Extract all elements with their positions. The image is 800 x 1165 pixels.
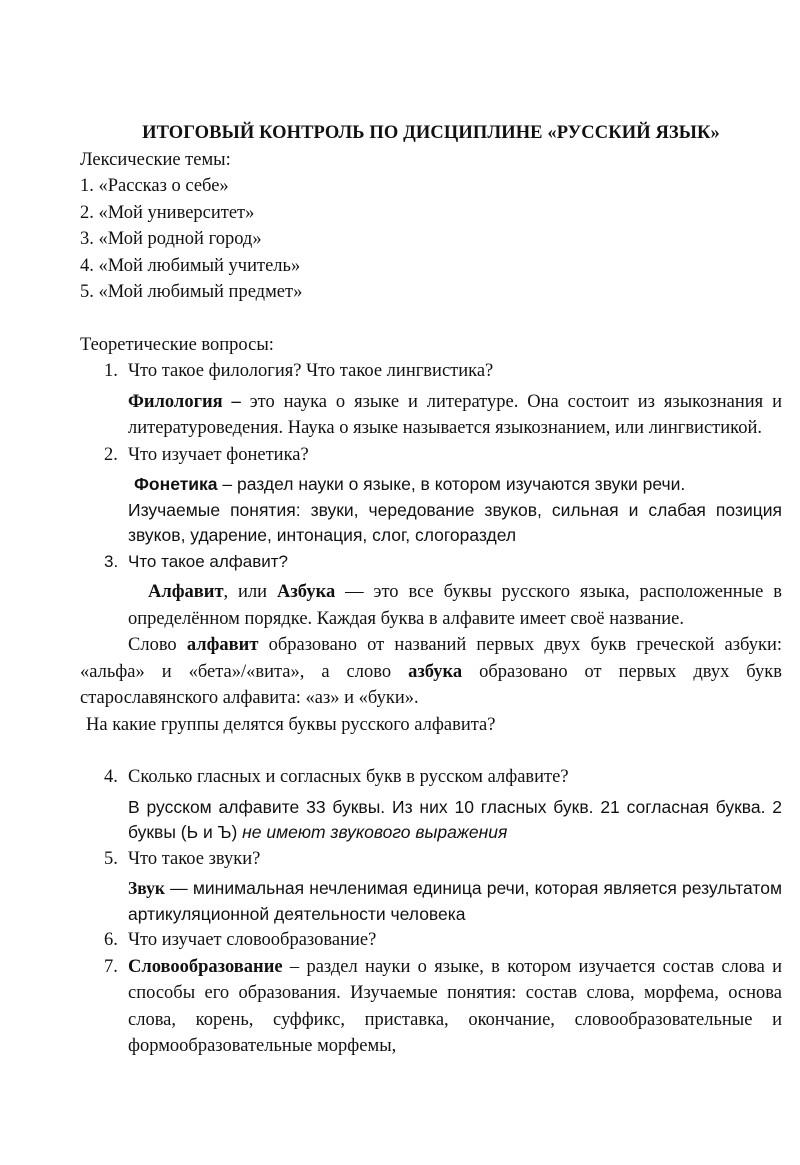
paragraph-text: образовано от названий первых двух букв греческой азбуки: «альфа» и «бета»/«вита», а слово <box>80 635 782 682</box>
question-1 <box>80 358 782 385</box>
question-text: Сколько гласных и согласных букв в русском алфавите? <box>128 767 569 787</box>
question-7 <box>80 954 782 1060</box>
term-word-formation: Словообразование <box>128 956 283 977</box>
answer-text: — это все буквы русского языка, расположенные в определённом порядке. Каждая буква в алфавите имеет своё название. <box>128 582 782 629</box>
question-text: Что изучает словообразование? <box>128 930 377 950</box>
answer-text-continued: Изучаемые понятия: звуки, чередование звуков, сильная и слабая позиция звуков, ударение, интонация, слог, слогораздел <box>128 499 782 545</box>
question-number: 4. <box>104 767 118 787</box>
term-phonetics: Фонетика <box>134 474 218 494</box>
term-philology: Филология – <box>128 391 241 412</box>
spacer <box>80 738 782 764</box>
term-sound: Звук <box>128 878 165 898</box>
lexical-topic-item: 4. «Мой любимый учитель» <box>80 255 301 276</box>
lexical-topic-item: 2. «Мой университет» <box>80 202 255 223</box>
term-alphabet: алфавит <box>186 635 259 655</box>
question-number: 6. <box>104 930 118 950</box>
answer-italic-text: не имеют звукового выражения <box>242 822 508 842</box>
lexical-topic-item: 1. «Рассказ о себе» <box>80 176 229 196</box>
document-title: ИТОГОВЫЙ КОНТРОЛЬ ПО ДИСЦИПЛИНЕ «РУССКИЙ ЯЗЫК» <box>142 123 720 143</box>
paragraph-text: образовано от первых двух букв старославянского алфавита: «аз» и «буки». <box>80 661 782 708</box>
lexical-topic-item: 3. «Мой родной город» <box>80 229 262 249</box>
answer-text: – раздел науки о языке, в котором изучается состав слова и способы его образования. Изучаемые понятия: состав слова, морфема, основа слова, корень, суффикс, приставка, окончание, словообразовательные и формообразовательные морфемы, <box>128 956 782 1056</box>
question-number: 5. <box>104 848 118 869</box>
question-text: Что такое филология? Что такое лингвистика? <box>128 361 494 381</box>
question-number: 1. <box>104 361 118 381</box>
answer-4 <box>128 795 782 846</box>
question-number: 7. <box>104 956 118 977</box>
lexical-topics-heading: Лексические темы: <box>80 149 231 170</box>
lexical-topic-item: 5. «Мой любимый предмет» <box>80 282 303 302</box>
question-number: 2. <box>104 444 118 465</box>
question-5 <box>80 846 782 873</box>
paragraph-text: Слово <box>128 635 187 655</box>
question-text: Что такое алфавит? <box>128 551 288 571</box>
spacer <box>80 306 782 332</box>
answer-text: — минимальная нечленимая единица речи, которая является результатом артикуляционной деятельности человека <box>128 878 782 924</box>
answer-3 <box>128 579 782 632</box>
answer-text: это наука о языке и литературе. Она состоит из языкознания и литературоведения. Наука о языке называется языкознанием, или лингвистикой. <box>128 391 782 438</box>
question-2 <box>80 442 782 469</box>
question-6 <box>80 927 782 954</box>
question-text: Что такое звуки? <box>128 848 261 869</box>
term-azbuka: Азбука <box>276 582 336 602</box>
question-number: 3. <box>104 551 119 571</box>
letter-groups-question: На какие группы делятся буквы русского алфавита? <box>86 714 496 735</box>
question-text: Что изучает фонетика? <box>128 444 309 465</box>
question-3 <box>80 549 782 576</box>
answer-text: – раздел науки о языке, в котором изучаются звуки речи. <box>217 474 686 494</box>
answer-text: В русском алфавите 33 буквы. Из них 10 гласных букв. 21 согласная буква. 2 буквы (Ь и Ъ) <box>128 796 782 842</box>
alphabet-origin-paragraph <box>80 632 782 712</box>
answer-1 <box>128 389 782 442</box>
theory-questions-heading: Теоретические вопросы: <box>80 334 274 355</box>
question-4 <box>80 764 782 791</box>
answer-2 <box>128 472 782 549</box>
answer-5 <box>128 876 782 927</box>
answer-text: , или <box>223 582 277 602</box>
document-page <box>80 120 782 1060</box>
term-alphabet: Алфавит <box>148 582 224 602</box>
term-azbuka: азбука <box>408 661 463 682</box>
